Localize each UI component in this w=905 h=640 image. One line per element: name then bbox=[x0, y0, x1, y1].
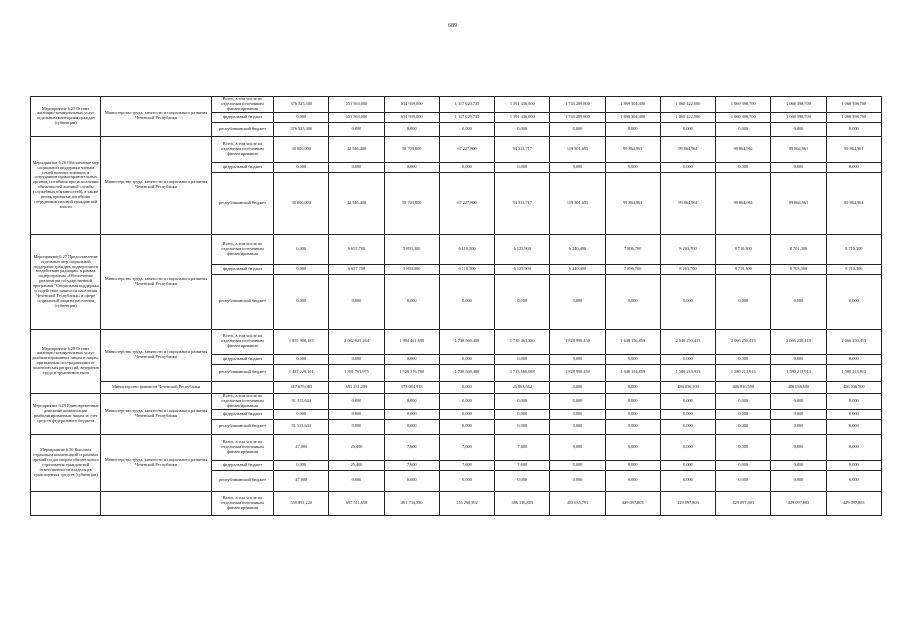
amount-cell: 0,000 bbox=[329, 162, 384, 172]
amount-cell: 99 864,961 bbox=[605, 172, 660, 234]
amount-cell: 6 657,700 bbox=[329, 264, 384, 274]
amount-cell: 0,000 bbox=[495, 419, 550, 434]
amount-cell: 0,000 bbox=[550, 460, 605, 470]
amount-cell: 0,000 bbox=[660, 274, 715, 329]
amount-cell: 99 864,961 bbox=[826, 172, 881, 234]
amount-cell: 429 097,803 bbox=[605, 491, 660, 515]
amount-cell: 1 899 304,400 bbox=[605, 97, 660, 113]
amount-cell: 0,000 bbox=[550, 274, 605, 329]
amount-cell: 58 703,800 bbox=[384, 136, 439, 162]
amount-cell: 0,000 bbox=[660, 122, 715, 136]
amount-cell: 6 110,500 bbox=[439, 264, 494, 274]
amount-cell: 0,000 bbox=[771, 470, 826, 491]
amount-cell: 0,000 bbox=[826, 460, 881, 470]
amount-cell: 0,000 bbox=[605, 409, 660, 419]
table-row bbox=[31, 381, 882, 393]
measure-name-cell: Мероприятие 6.27 Предоставление отдельных мер социальной поддержки граждан, подвергшихся воздействию радиации, в рамках подпрограммы «Обеспечение реализации государственной программы "Социальная поддержка и содействие занятости населения Чеченской Республики» в сфере социальной защиты населения (субвенции) bbox=[31, 234, 101, 329]
amount-cell: 99 864,961 bbox=[771, 136, 826, 162]
amount-cell: 8 710,300 bbox=[826, 264, 881, 274]
amount-cell: 1 738 569,488 bbox=[439, 329, 494, 354]
amount-cell: 0,000 bbox=[384, 162, 439, 172]
amount-cell: 0,000 bbox=[274, 162, 329, 172]
amount-cell: 0,000 bbox=[716, 122, 771, 136]
amount-cell: 47,000 bbox=[274, 470, 329, 491]
amount-cell: 1 391 791,975 bbox=[329, 364, 384, 381]
amount-cell: 99 864,961 bbox=[660, 172, 715, 234]
amount-cell: 1 648 154,859 bbox=[605, 364, 660, 381]
amount-cell: 5 893,300 bbox=[384, 264, 439, 274]
amount-cell: 0,000 bbox=[384, 393, 439, 409]
funding-source-cell bbox=[211, 381, 273, 393]
amount-cell: 7,600 bbox=[384, 460, 439, 470]
amount-cell: 7,600 bbox=[495, 434, 550, 460]
amount-cell: 0,000 bbox=[771, 393, 826, 409]
amount-cell: 0,000 bbox=[274, 264, 329, 274]
amount-cell: 0,000 bbox=[660, 409, 715, 419]
amount-cell: 0,000 bbox=[605, 162, 660, 172]
amount-cell: 8 710,300 bbox=[716, 234, 771, 264]
amount-cell: 0,000 bbox=[329, 409, 384, 419]
executor-cell: Министерство труда, занятости и социального развития Чеченской Республики bbox=[101, 393, 212, 434]
amount-cell: 6 240,400 bbox=[550, 264, 605, 274]
table-row bbox=[31, 97, 882, 113]
amount-cell: 0,000 bbox=[329, 354, 384, 364]
amount-cell: 0,000 bbox=[716, 354, 771, 364]
amount-cell: 0,000 bbox=[439, 354, 494, 364]
amount-cell: 0,000 bbox=[495, 409, 550, 419]
amount-cell: 376 525,300 bbox=[274, 97, 329, 113]
amount-cell: 429 097,803 bbox=[771, 491, 826, 515]
amount-cell: 0,000 bbox=[550, 470, 605, 491]
amount-cell: 0,000 bbox=[771, 274, 826, 329]
amount-cell: 6 110,500 bbox=[439, 234, 494, 264]
amount-cell: 654 939,000 bbox=[384, 112, 439, 122]
amount-cell: 32 546,400 bbox=[329, 172, 384, 234]
amount-cell: 1 437 229,101 bbox=[274, 364, 329, 381]
amount-cell: 0,000 bbox=[550, 162, 605, 172]
amount-cell: 0,000 bbox=[329, 274, 384, 329]
funding-source-cell: Всего, в том числе по отдельным источникам финансирования bbox=[211, 234, 273, 264]
funding-source-cell: республиканский бюджет bbox=[211, 122, 273, 136]
amount-cell: 559 891,220 bbox=[274, 491, 329, 515]
amount-cell: 0,000 bbox=[771, 354, 826, 364]
amount-cell: 0,000 bbox=[716, 162, 771, 172]
amount-cell: 0,000 bbox=[274, 112, 329, 122]
amount-cell: 1 060 422,500 bbox=[660, 112, 715, 122]
funding-source-cell: федеральный бюджет bbox=[211, 112, 273, 122]
amount-cell: 429 097,803 bbox=[826, 491, 881, 515]
amount-cell: 0,000 bbox=[771, 419, 826, 434]
amount-cell: 1 994 461,698 bbox=[384, 329, 439, 354]
executor-cell bbox=[101, 491, 212, 515]
amount-cell: 2 046 250,413 bbox=[660, 329, 715, 354]
amount-cell: 8 701,300 bbox=[771, 234, 826, 264]
amount-cell: 0,000 bbox=[495, 354, 550, 364]
amount-cell: 0,000 bbox=[716, 470, 771, 491]
amount-cell: 0,000 bbox=[439, 162, 494, 172]
amount-cell: 0,000 bbox=[384, 419, 439, 434]
amount-cell: 5 893,300 bbox=[384, 234, 439, 264]
amount-cell: 0,000 bbox=[495, 122, 550, 136]
table-row bbox=[31, 434, 882, 460]
amount-cell: 0,000 bbox=[716, 274, 771, 329]
amount-cell: 119 301,695 bbox=[550, 136, 605, 162]
amount-cell: 0,000 bbox=[771, 162, 826, 172]
amount-cell: 1 648 156,859 bbox=[605, 329, 660, 354]
executor-cell: Министерство труда, занятости и социального развития Чеченской Республики bbox=[101, 234, 212, 329]
amount-cell: 0,000 bbox=[660, 162, 715, 172]
amount-cell: 1 068 398,700 bbox=[771, 112, 826, 122]
amount-cell: 99 864,961 bbox=[826, 136, 881, 162]
amount-cell: 0,000 bbox=[495, 393, 550, 409]
executor-cell: Министерство финансов Чеченской Республики bbox=[101, 381, 212, 393]
amount-cell: 0,000 bbox=[439, 470, 494, 491]
funding-source-cell: Всего, в том числе по отдельным источникам финансирования bbox=[211, 97, 273, 113]
amount-cell: 91 313,644 bbox=[274, 393, 329, 409]
amount-cell: 0,000 bbox=[660, 470, 715, 491]
amount-cell: 0,000 bbox=[826, 274, 881, 329]
amount-cell: 25,400 bbox=[329, 460, 384, 470]
amount-cell: 0,000 bbox=[274, 354, 329, 364]
amount-cell: 0,000 bbox=[384, 409, 439, 419]
amount-cell: 6 240,400 bbox=[550, 234, 605, 264]
amount-cell: 0,000 bbox=[660, 434, 715, 460]
amount-cell: 1 591 436,000 bbox=[495, 112, 550, 122]
amount-cell: 0,000 bbox=[605, 419, 660, 434]
amount-cell: 486 036,500 bbox=[826, 381, 881, 393]
amount-cell: 94 313,717 bbox=[495, 136, 550, 162]
amount-cell: 0,000 bbox=[329, 419, 384, 434]
funding-source-cell: федеральный бюджет bbox=[211, 162, 273, 172]
amount-cell: 0,000 bbox=[826, 434, 881, 460]
amount-cell: 99 864,961 bbox=[716, 172, 771, 234]
funding-source-cell: республиканский бюджет bbox=[211, 274, 273, 329]
measure-name-cell: Мероприятие 6.26 Обеспечение мер социальной поддержки членам семей военнослужащих и сотрудников правоохранительных органов, погибших при исполнении обязанностей военной службы (служебных обязанностей), а также вновь принятые погибших сотрудников силовой гражданской власти bbox=[31, 136, 101, 234]
amount-cell: 1 068 398,700 bbox=[771, 97, 826, 113]
amount-cell: 0,000 bbox=[384, 470, 439, 491]
funding-source-cell: федеральный бюджет bbox=[211, 409, 273, 419]
measure-name-cell: Мероприятие 6.29 Единовременные денежные компенсации реабилитированным лицам за счет средств федерального бюджета bbox=[31, 393, 101, 434]
amount-cell: 1 060 398,700 bbox=[716, 112, 771, 122]
amount-cell: 453 035,791 bbox=[550, 491, 605, 515]
amount-cell: 116 290,392 bbox=[439, 491, 494, 515]
amount-cell: 0,000 bbox=[274, 274, 329, 329]
amount-cell: 654 939,000 bbox=[384, 97, 439, 113]
amount-cell: 0,000 bbox=[716, 419, 771, 434]
measure-name-cell bbox=[31, 491, 101, 515]
funding-source-cell: Всего, в том числе по отдельным источникам финансирования bbox=[211, 491, 273, 515]
amount-cell: 0,000 bbox=[329, 122, 384, 136]
amount-cell: 0,000 bbox=[826, 470, 881, 491]
amount-cell: 0,000 bbox=[550, 409, 605, 419]
amount-cell: 8 263,700 bbox=[660, 234, 715, 264]
amount-cell: 0,000 bbox=[495, 162, 550, 172]
amount-cell: 0,000 bbox=[826, 393, 881, 409]
amount-cell: 2 066 250,413 bbox=[771, 329, 826, 354]
amount-cell: 1 580 213,913 bbox=[826, 364, 881, 381]
amount-cell: 0,000 bbox=[605, 122, 660, 136]
table-row bbox=[31, 393, 882, 409]
measure-name-cell: Мероприятие 6.25 Оплата жилищно-коммунальных услуг отдельным категориям граждан (субвенции) bbox=[31, 97, 101, 137]
executor-cell: Министерство труда, занятости и социального развития Чеченской Республики bbox=[101, 329, 212, 381]
amount-cell: 6 657,700 bbox=[329, 234, 384, 264]
table-row bbox=[31, 491, 882, 515]
amount-cell: 8 703,300 bbox=[771, 264, 826, 274]
amount-cell: 0,000 bbox=[329, 393, 384, 409]
executor-cell: Министерство труда, занятости и социального развития Чеченской Республики bbox=[101, 97, 212, 137]
amount-cell: 1 738 569,488 bbox=[439, 364, 494, 381]
amount-cell: 0,000 bbox=[716, 393, 771, 409]
amount-cell: 0,000 bbox=[384, 122, 439, 136]
amount-cell: 486 036,500 bbox=[660, 381, 715, 393]
amount-cell: 8 710,300 bbox=[716, 264, 771, 274]
amount-cell: 1 580 213,913 bbox=[771, 364, 826, 381]
amount-cell: 1 739 463,380 bbox=[495, 329, 550, 354]
funding-source-cell: федеральный бюджет bbox=[211, 264, 273, 274]
amount-cell: 1 068 398,700 bbox=[826, 112, 881, 122]
amount-cell: 1 117 020,735 bbox=[439, 97, 494, 113]
amount-cell: 0,000 bbox=[771, 460, 826, 470]
amount-cell: 7,600 bbox=[384, 434, 439, 460]
amount-cell: 0,000 bbox=[550, 393, 605, 409]
amount-cell: 0,000 bbox=[384, 274, 439, 329]
amount-cell: 58 703,800 bbox=[384, 172, 439, 234]
amount-cell: 0,000 bbox=[439, 122, 494, 136]
amount-cell: 7,600 bbox=[439, 434, 494, 460]
amount-cell: 0,000 bbox=[439, 381, 494, 393]
amount-cell: 0,000 bbox=[605, 381, 660, 393]
amount-cell: 697 511,658 bbox=[329, 491, 384, 515]
amount-cell: 0,000 bbox=[550, 419, 605, 434]
amount-cell: 0,000 bbox=[605, 470, 660, 491]
amount-cell: 32 546,400 bbox=[329, 136, 384, 162]
amount-cell: 429 097,803 bbox=[660, 491, 715, 515]
amount-cell: 461 734,530 bbox=[384, 491, 439, 515]
amount-cell: 0,000 bbox=[274, 234, 329, 264]
amount-cell: 8 263,700 bbox=[660, 264, 715, 274]
amount-cell: 1 743 289,800 bbox=[550, 97, 605, 113]
funding-source-cell: республиканский бюджет bbox=[211, 470, 273, 491]
amount-cell: 551 563,000 bbox=[329, 97, 384, 113]
amount-cell: 0,000 bbox=[274, 460, 329, 470]
amount-cell: 94 313,717 bbox=[495, 172, 550, 234]
amount-cell: 2 066 250,413 bbox=[716, 329, 771, 354]
amount-cell: 0,000 bbox=[329, 470, 384, 491]
amount-cell: 0,000 bbox=[605, 274, 660, 329]
amount-cell: 0,000 bbox=[660, 393, 715, 409]
measure-name-cell: Мероприятие 6.30 Выплаты страховым компенсаций страховых премий по договорам обязательного страхования гражданской ответственности владельцев транспортных средств (субвенции) bbox=[31, 434, 101, 491]
amount-cell: 1 591 436,000 bbox=[495, 97, 550, 113]
amount-cell: 0,000 bbox=[495, 274, 550, 329]
amount-cell: 486 036,500 bbox=[716, 381, 771, 393]
amount-cell: 0,000 bbox=[826, 354, 881, 364]
amount-cell: 0,000 bbox=[716, 409, 771, 419]
funding-source-cell: федеральный бюджет bbox=[211, 460, 273, 470]
executor-cell: Министерство труда, занятости и социального развития Чеченской Республики bbox=[101, 434, 212, 491]
amount-cell: 7,600 bbox=[439, 460, 494, 470]
amount-cell: 0,000 bbox=[826, 419, 881, 434]
amount-cell: 0,000 bbox=[550, 434, 605, 460]
amount-cell: 99 864,961 bbox=[716, 136, 771, 162]
amount-cell: 91 313,644 bbox=[274, 419, 329, 434]
amount-cell: 7,600 bbox=[495, 460, 550, 470]
amount-cell: 1 068 398,700 bbox=[826, 97, 881, 113]
amount-cell: 0,000 bbox=[826, 162, 881, 172]
amount-cell: 691 231,289 bbox=[329, 381, 384, 393]
executor-cell: Министерство труда, занятости и социального развития Чеченской Республики bbox=[101, 136, 212, 234]
amount-cell: 417 679,083 bbox=[274, 381, 329, 393]
amount-cell: 2 082 023,264 bbox=[329, 329, 384, 354]
amount-cell: 0,000 bbox=[771, 434, 826, 460]
amount-cell: 2 066 250,413 bbox=[826, 329, 881, 354]
amount-cell: 6 125,900 bbox=[495, 264, 550, 274]
amount-cell: 0,000 bbox=[826, 409, 881, 419]
amount-cell: 1 828 990,450 bbox=[550, 329, 605, 354]
amount-cell: 0,000 bbox=[439, 409, 494, 419]
funding-source-cell: республиканский бюджет bbox=[211, 364, 273, 381]
amount-cell: 0,000 bbox=[550, 354, 605, 364]
amount-cell: 99 864,961 bbox=[605, 136, 660, 162]
amount-cell: 1 828 990,450 bbox=[550, 364, 605, 381]
table-row bbox=[31, 234, 882, 264]
amount-cell: 376 525,300 bbox=[274, 122, 329, 136]
amount-cell: 1 855 908,183 bbox=[274, 329, 329, 354]
funding-source-cell: Всего, в том числе по отдельным источникам финансирования bbox=[211, 329, 273, 354]
amount-cell: 551 563,000 bbox=[329, 112, 384, 122]
amount-cell: 119 301,695 bbox=[550, 172, 605, 234]
amount-cell: 1 899 304,400 bbox=[605, 112, 660, 122]
page-number: 689 bbox=[448, 23, 457, 29]
funding-source-cell: республиканский бюджет bbox=[211, 419, 273, 434]
amount-cell: 0,000 bbox=[274, 409, 329, 419]
amount-cell: 0,000 bbox=[439, 393, 494, 409]
amount-cell: 1 060 422,500 bbox=[660, 97, 715, 113]
amount-cell: 386 136,805 bbox=[495, 491, 550, 515]
amount-cell: 0,000 bbox=[660, 419, 715, 434]
amount-cell: 99 864,961 bbox=[771, 172, 826, 234]
amount-cell: 7 896,700 bbox=[605, 234, 660, 264]
amount-cell: 0,000 bbox=[384, 354, 439, 364]
amount-cell: 1 580 213,913 bbox=[660, 364, 715, 381]
amount-cell: 67 227,800 bbox=[439, 172, 494, 234]
funding-source-cell: федеральный бюджет bbox=[211, 354, 273, 364]
amount-cell: 0,000 bbox=[605, 393, 660, 409]
amount-cell: 0,000 bbox=[495, 470, 550, 491]
amount-cell: 0,000 bbox=[771, 409, 826, 419]
amount-cell: 0,000 bbox=[439, 419, 494, 434]
amount-cell: 0,000 bbox=[660, 354, 715, 364]
amount-cell: 0,000 bbox=[605, 354, 660, 364]
amount-cell: 8 710,300 bbox=[826, 234, 881, 264]
funding-source-cell: Всего, в том числе по отдельным источникам финансирования bbox=[211, 393, 273, 409]
amount-cell: 1 713 560,088 bbox=[495, 364, 550, 381]
amount-cell: 1 117 020,735 bbox=[439, 112, 494, 122]
amount-cell: 429 097,803 bbox=[716, 491, 771, 515]
amount-cell: 99 864,961 bbox=[660, 136, 715, 162]
amount-cell: 1 743 289,800 bbox=[550, 112, 605, 122]
amount-cell: 0,000 bbox=[439, 274, 494, 329]
amount-cell: 0,000 bbox=[716, 460, 771, 470]
amount-cell: 30 000,000 bbox=[274, 172, 329, 234]
amount-cell: 0,000 bbox=[550, 122, 605, 136]
amount-cell: 0,000 bbox=[660, 460, 715, 470]
funding-source-cell: Всего, в том числе по отдельным источникам финансирования bbox=[211, 434, 273, 460]
budget-table bbox=[30, 96, 882, 516]
amount-cell: 486 036,500 bbox=[771, 381, 826, 393]
table-row bbox=[31, 329, 882, 354]
amount-cell: 573 084,918 bbox=[384, 381, 439, 393]
amount-cell: 0,000 bbox=[605, 460, 660, 470]
amount-cell: 1 520 376,780 bbox=[384, 364, 439, 381]
amount-cell: 0,000 bbox=[550, 381, 605, 393]
amount-cell: 0,000 bbox=[716, 434, 771, 460]
amount-cell: 0,000 bbox=[826, 122, 881, 136]
funding-source-cell: республиканский бюджет bbox=[211, 172, 273, 234]
amount-cell: 0,000 bbox=[605, 434, 660, 460]
amount-cell: 1 069 398,700 bbox=[716, 97, 771, 113]
amount-cell: 67 227,800 bbox=[439, 136, 494, 162]
measure-name-cell: Мероприятие 6.28 Оплата жилищно-коммунальных услуг реабилитированных лицам и лицам, признанным пострадавшими от политических репрессий, ветеранов труда и тружеников тыла bbox=[31, 329, 101, 393]
amount-cell: 47,000 bbox=[274, 434, 329, 460]
table-row bbox=[31, 136, 882, 162]
amount-cell: 6 125,900 bbox=[495, 234, 550, 264]
funding-source-cell: Всего, в том числе по отдельным источникам финансирования bbox=[211, 136, 273, 162]
amount-cell: 0,000 bbox=[771, 122, 826, 136]
amount-cell: 1 580 213,913 bbox=[716, 364, 771, 381]
amount-cell: 25,400 bbox=[329, 434, 384, 460]
amount-cell: 25 863,662 bbox=[495, 381, 550, 393]
amount-cell: 7 896,700 bbox=[605, 264, 660, 274]
amount-cell: 30 000,000 bbox=[274, 136, 329, 162]
